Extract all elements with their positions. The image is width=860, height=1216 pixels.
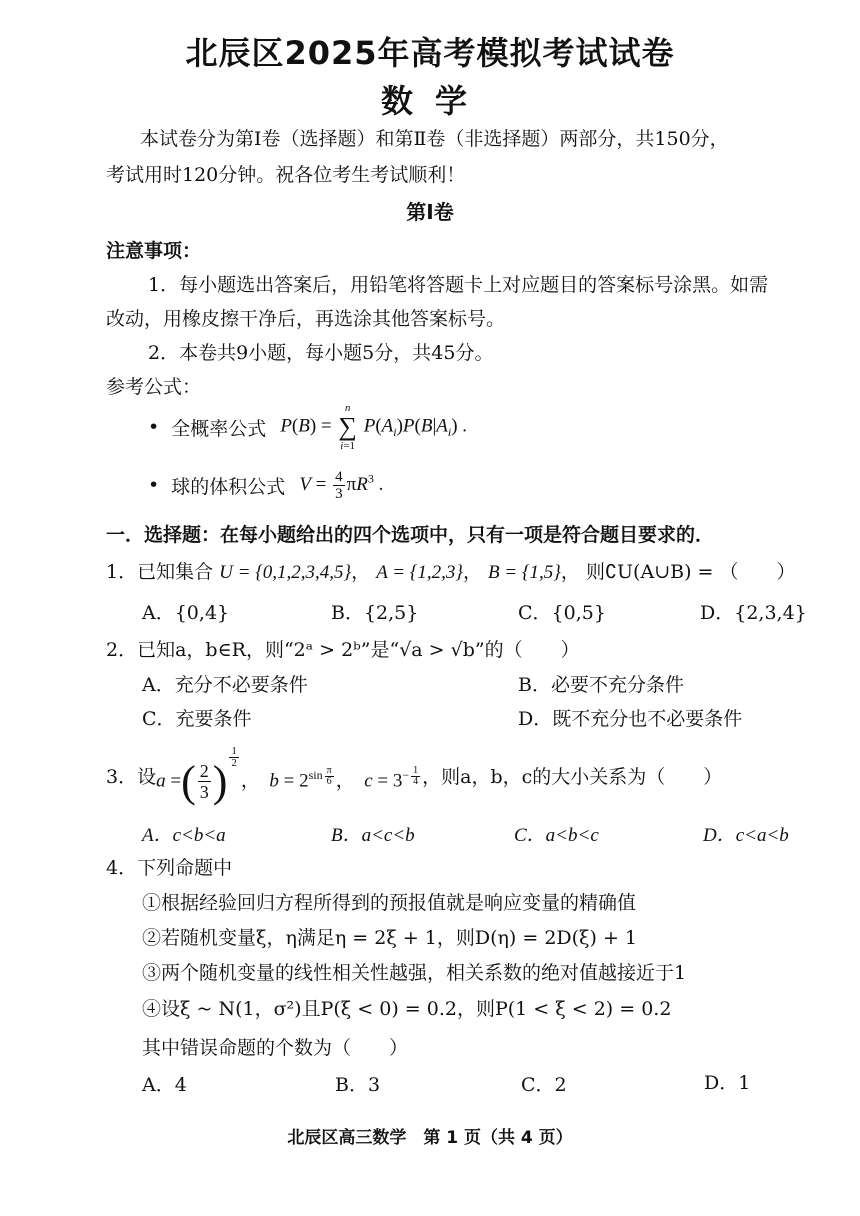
question-1-number: 1． bbox=[106, 561, 138, 583]
q3-option-d: D．c<a<b bbox=[703, 825, 789, 846]
exam-title: 北辰区2025年高考模拟考试试卷 bbox=[185, 34, 675, 72]
intro-line-2: 考试用时120分钟。祝各位考生考试顺利！ bbox=[106, 164, 466, 186]
notes-item-2: 2．本卷共9小题，每小题5分，共45分。 bbox=[148, 342, 494, 364]
q2-option-c: C．充要条件 bbox=[142, 708, 252, 730]
q4-statement-1: ①根据经验回归方程所得到的预报值就是响应变量的精确值 bbox=[142, 892, 637, 914]
question-1-ask: 则∁U(A∪B) = （ ） bbox=[585, 561, 796, 583]
q1-option-b: B．{2,5} bbox=[331, 602, 419, 624]
q4-statement-3: ③两个随机变量的线性相关性越强，相关系数的绝对值越接近于1 bbox=[142, 962, 687, 984]
q2-option-d: D．既不充分也不必要条件 bbox=[518, 708, 743, 730]
formulas-heading: 参考公式： bbox=[106, 376, 202, 398]
intro-line-1: 本试卷分为第Ⅰ卷（选择题）和第Ⅱ卷（非选择题）两部分，共150分， bbox=[140, 128, 729, 150]
question-4-stem bbox=[106, 853, 232, 880]
question-4-number: 4． bbox=[106, 857, 138, 879]
q2-option-b: B．必要不充分条件 bbox=[518, 674, 684, 696]
question-4-ask: 其中错误命题的个数为（ ） bbox=[142, 1037, 409, 1059]
question-3-stem bbox=[106, 744, 722, 806]
q4-option-c: C．2 bbox=[521, 1074, 567, 1096]
q1-option-c: C．{0,5} bbox=[518, 602, 606, 624]
bullet-icon: • bbox=[148, 416, 172, 438]
page-footer: 北辰区高三数学 第 1 页（共 4 页） bbox=[287, 1128, 573, 1148]
sum-symbol: n ∑ i=1 bbox=[338, 402, 357, 452]
q4-statement-4: ④设ξ ~ N(1，σ²)且P(ξ < 0) = 0.2，则P(1 < ξ < 2) = 0.2 bbox=[142, 998, 672, 1020]
q3-option-c: C．a<b<c bbox=[514, 825, 599, 846]
q1-option-d: D．{2,3,4} bbox=[700, 602, 807, 624]
notes-heading: 注意事项： bbox=[106, 240, 202, 262]
q4-statement-2: ②若随机变量ξ，η满足η = 2ξ + 1，则D(η) = 2D(ξ) + 1 bbox=[142, 927, 638, 949]
notes-item-1-line-1: 1．每小题选出答案后，用铅笔将答题卡上对应题目的答案标号涂黑。如需 bbox=[148, 274, 769, 296]
set-u: U = {0,1,2,3,4,5} bbox=[219, 562, 352, 583]
q4-option-d: D．1 bbox=[704, 1072, 751, 1094]
q4-option-a: A．4 bbox=[142, 1074, 187, 1096]
total-probability-expression: P(B) = n ∑ i=1 $P(A_i)P(B|A_i)$ . bbox=[280, 402, 468, 452]
expr-a: a =( $\frac{2}{3}$ ) $^{\frac{1}{2}}$ ， $b = 2^{sin \frac{\pi}{6}}$ ， $c = 3^{- \frac{1}{4}}$ bbox=[156, 745, 419, 806]
question-3-number: 3． bbox=[106, 765, 138, 788]
sphere-volume-label: 球的体积公式 bbox=[171, 475, 286, 498]
q1-option-a: A．{0,4} bbox=[142, 602, 230, 624]
q3-option-b: B．a<c<b bbox=[331, 825, 415, 846]
q4-option-b: B．3 bbox=[335, 1074, 381, 1096]
question-2-number: 2． bbox=[106, 639, 138, 661]
total-probability-label: 全概率公式 bbox=[171, 417, 267, 440]
q3-option-a: A．c<b<a bbox=[142, 825, 226, 846]
question-3-prefix: 设 bbox=[137, 765, 157, 788]
notes-item-1-line-2: 改动，用橡皮擦干净后，再选涂其他答案标号。 bbox=[106, 308, 506, 330]
question-4-text: 下列命题中 bbox=[137, 857, 233, 879]
question-2-stem bbox=[106, 635, 580, 662]
set-a: A = {1,2,3} bbox=[376, 562, 463, 583]
set-b: B = {1,5} bbox=[488, 562, 561, 583]
subject-title: 数学 bbox=[380, 82, 489, 120]
question-2-text: 已知a，b∈R，则“2ᵃ > 2ᵇ”是“√a > √b”的（ ） bbox=[137, 639, 580, 661]
total-probability-formula bbox=[148, 402, 467, 452]
sphere-volume-expression: V = $\frac{4}{3}$ $\pi R^3$ . bbox=[299, 468, 384, 502]
bullet-icon: • bbox=[148, 474, 172, 496]
question-3-ask: ，则a，b，c的大小关系为（ ） bbox=[422, 765, 723, 788]
part-title: 第Ⅰ卷 bbox=[406, 200, 454, 224]
sphere-volume-formula bbox=[148, 462, 383, 508]
section-1-heading: 一．选择题：在每小题给出的四个选项中，只有一项是符合题目要求的． bbox=[106, 524, 715, 546]
q2-option-a: A．充分不必要条件 bbox=[142, 674, 308, 696]
question-1-stem: 1．已知集合 U = {0,1,2,3,4,5}， A = {1,2,3}， B = {1,5}， 则∁U(A∪B) = （ ） bbox=[106, 561, 796, 583]
question-1-prefix: 已知集合 bbox=[137, 561, 214, 583]
